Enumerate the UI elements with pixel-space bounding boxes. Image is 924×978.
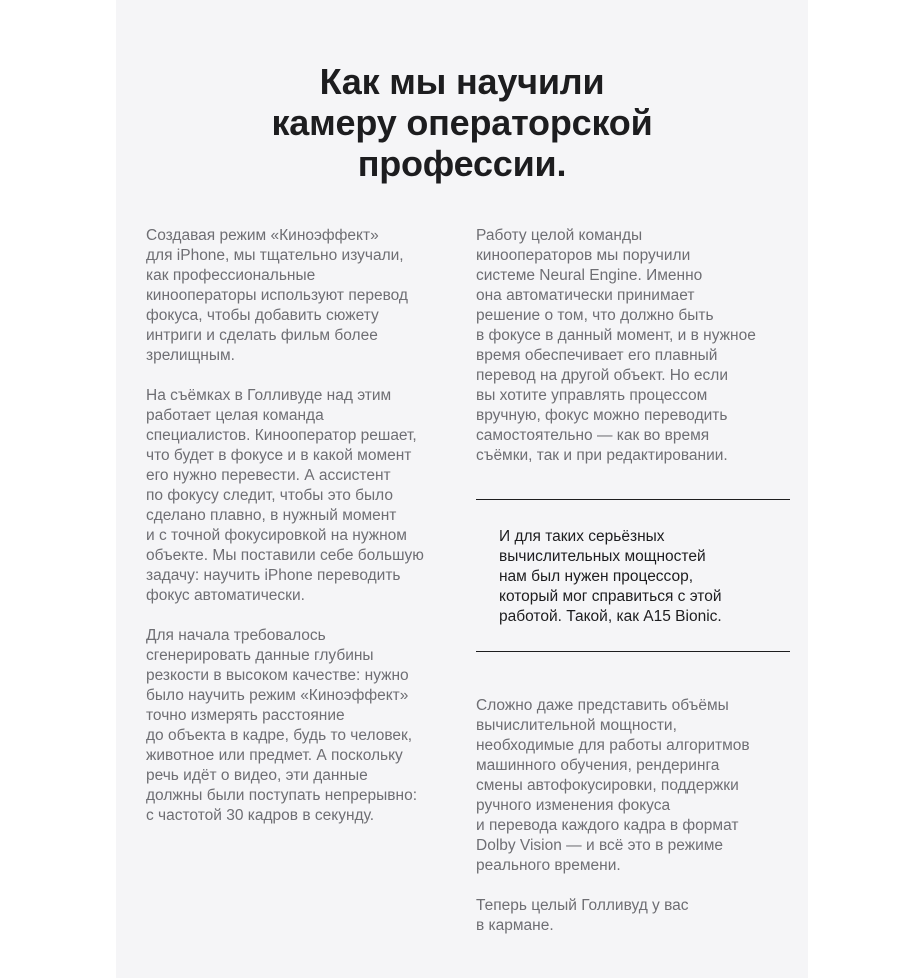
text-line: специалистов. Кинооператор решает, (146, 427, 417, 444)
text-line: сделано плавно, в нужный момент (146, 507, 397, 524)
text-line: кинооператоров мы поручили (476, 247, 691, 264)
text-line: самостоятельно — как во время (476, 427, 710, 444)
text-line: машинного обучения, рендеринга (476, 757, 720, 774)
text-line: Для начала требовалось (146, 627, 326, 644)
text-line: интриги и сделать фильм более (146, 327, 378, 344)
headline-line: камеру операторской (271, 102, 653, 143)
text-line: задачу: научить iPhone переводить (146, 567, 401, 584)
text-line: смены автофокусировки, поддержки (476, 777, 739, 794)
text-line: в фокусе в данный момент, и в нужное (476, 327, 756, 344)
text-line: животное или предмет. А поскольку (146, 747, 403, 764)
quote-line: И для таких серьёзных (499, 528, 665, 545)
text-line: решение о том, что должно быть (476, 307, 714, 324)
text-line: до объекта в кадре, будь то человек, (146, 727, 413, 744)
text-line: работает целая команда (146, 407, 324, 424)
right-column (476, 226, 794, 486)
text-line: с частотой 30 кадров в секунду. (146, 807, 375, 824)
text-line: необходимые для работы алгоритмов (476, 737, 750, 754)
text-line: Сложно даже представить объёмы (476, 697, 729, 714)
body-paragraph (476, 896, 794, 936)
headline (116, 61, 808, 184)
text-line: вычислительной мощности, (476, 717, 677, 734)
text-line: Dolby Vision — и всё это в режиме (476, 837, 724, 854)
text-line: точно измерять расстояние (146, 707, 345, 724)
text-line: что будет в фокусе и в какой момент (146, 447, 412, 464)
text-line: по фокусу следит, чтобы это было (146, 487, 394, 504)
quote-line: работой. Такой, как A15 Bionic. (499, 608, 722, 625)
text-line: перевод на другой объект. Но если (476, 367, 729, 384)
headline-line: Как мы научили (319, 61, 605, 102)
quote-line: вычислительных мощностей (499, 548, 706, 565)
text-line: должны были поступать непрерывно: (146, 787, 418, 804)
text-line: Создавая режим «Киноэффект» (146, 227, 379, 244)
text-line: съёмки, так и при редактировании. (476, 447, 728, 464)
quote-line: нам был нужен процессор, (499, 568, 694, 585)
text-line: в кармане. (476, 917, 554, 934)
text-line: его нужно перевести. А ассистент (146, 467, 391, 484)
text-line: ручного изменения фокуса (476, 797, 671, 814)
headline-line: профессии. (357, 143, 567, 184)
text-line: На съёмках в Голливуде над этим (146, 387, 392, 404)
text-line: она автоматически принимает (476, 287, 695, 304)
text-line: зрелищным. (146, 347, 235, 364)
text-line: резкости в высоком качестве: нужно (146, 667, 409, 684)
text-line: фокуса, чтобы добавить сюжету (146, 307, 379, 324)
body-paragraph (146, 386, 462, 606)
pull-quote (499, 527, 722, 627)
text-line: реального времени. (476, 857, 621, 874)
text-line: Работу целой команды (476, 227, 643, 244)
body-paragraph (476, 696, 794, 876)
text-line: системе Neural Engine. Именно (476, 267, 703, 284)
text-line: сгенерировать данные глубины (146, 647, 374, 664)
text-line: и перевода каждого кадра в формат (476, 817, 739, 834)
text-line: речь идёт о видео, эти данные (146, 767, 368, 784)
body-paragraph (476, 226, 794, 466)
text-line: фокус автоматически. (146, 587, 305, 604)
right-column-lower (476, 696, 794, 956)
quote-line: который мог справиться с этой (499, 588, 722, 605)
text-line: для iPhone, мы тщательно изучали, (146, 247, 404, 264)
text-line: было научить режим «Киноэффект» (146, 687, 409, 704)
text-line: вручную, фокус можно переводить (476, 407, 728, 424)
text-line: вы хотите управлять процессом (476, 387, 708, 404)
quote-divider-top (476, 499, 790, 500)
text-line: кинооператоры используют перевод (146, 287, 408, 304)
text-line: Теперь целый Голливуд у вас (476, 897, 689, 914)
body-paragraph (146, 226, 462, 366)
text-line: объекте. Мы поставили себе большую (146, 547, 424, 564)
left-column (146, 226, 462, 846)
text-line: и с точной фокусировкой на нужном (146, 527, 407, 544)
body-paragraph (146, 626, 462, 826)
text-line: как профессиональные (146, 267, 316, 284)
text-line: время обеспечивает его плавный (476, 347, 718, 364)
quote-divider-bottom (476, 651, 790, 652)
